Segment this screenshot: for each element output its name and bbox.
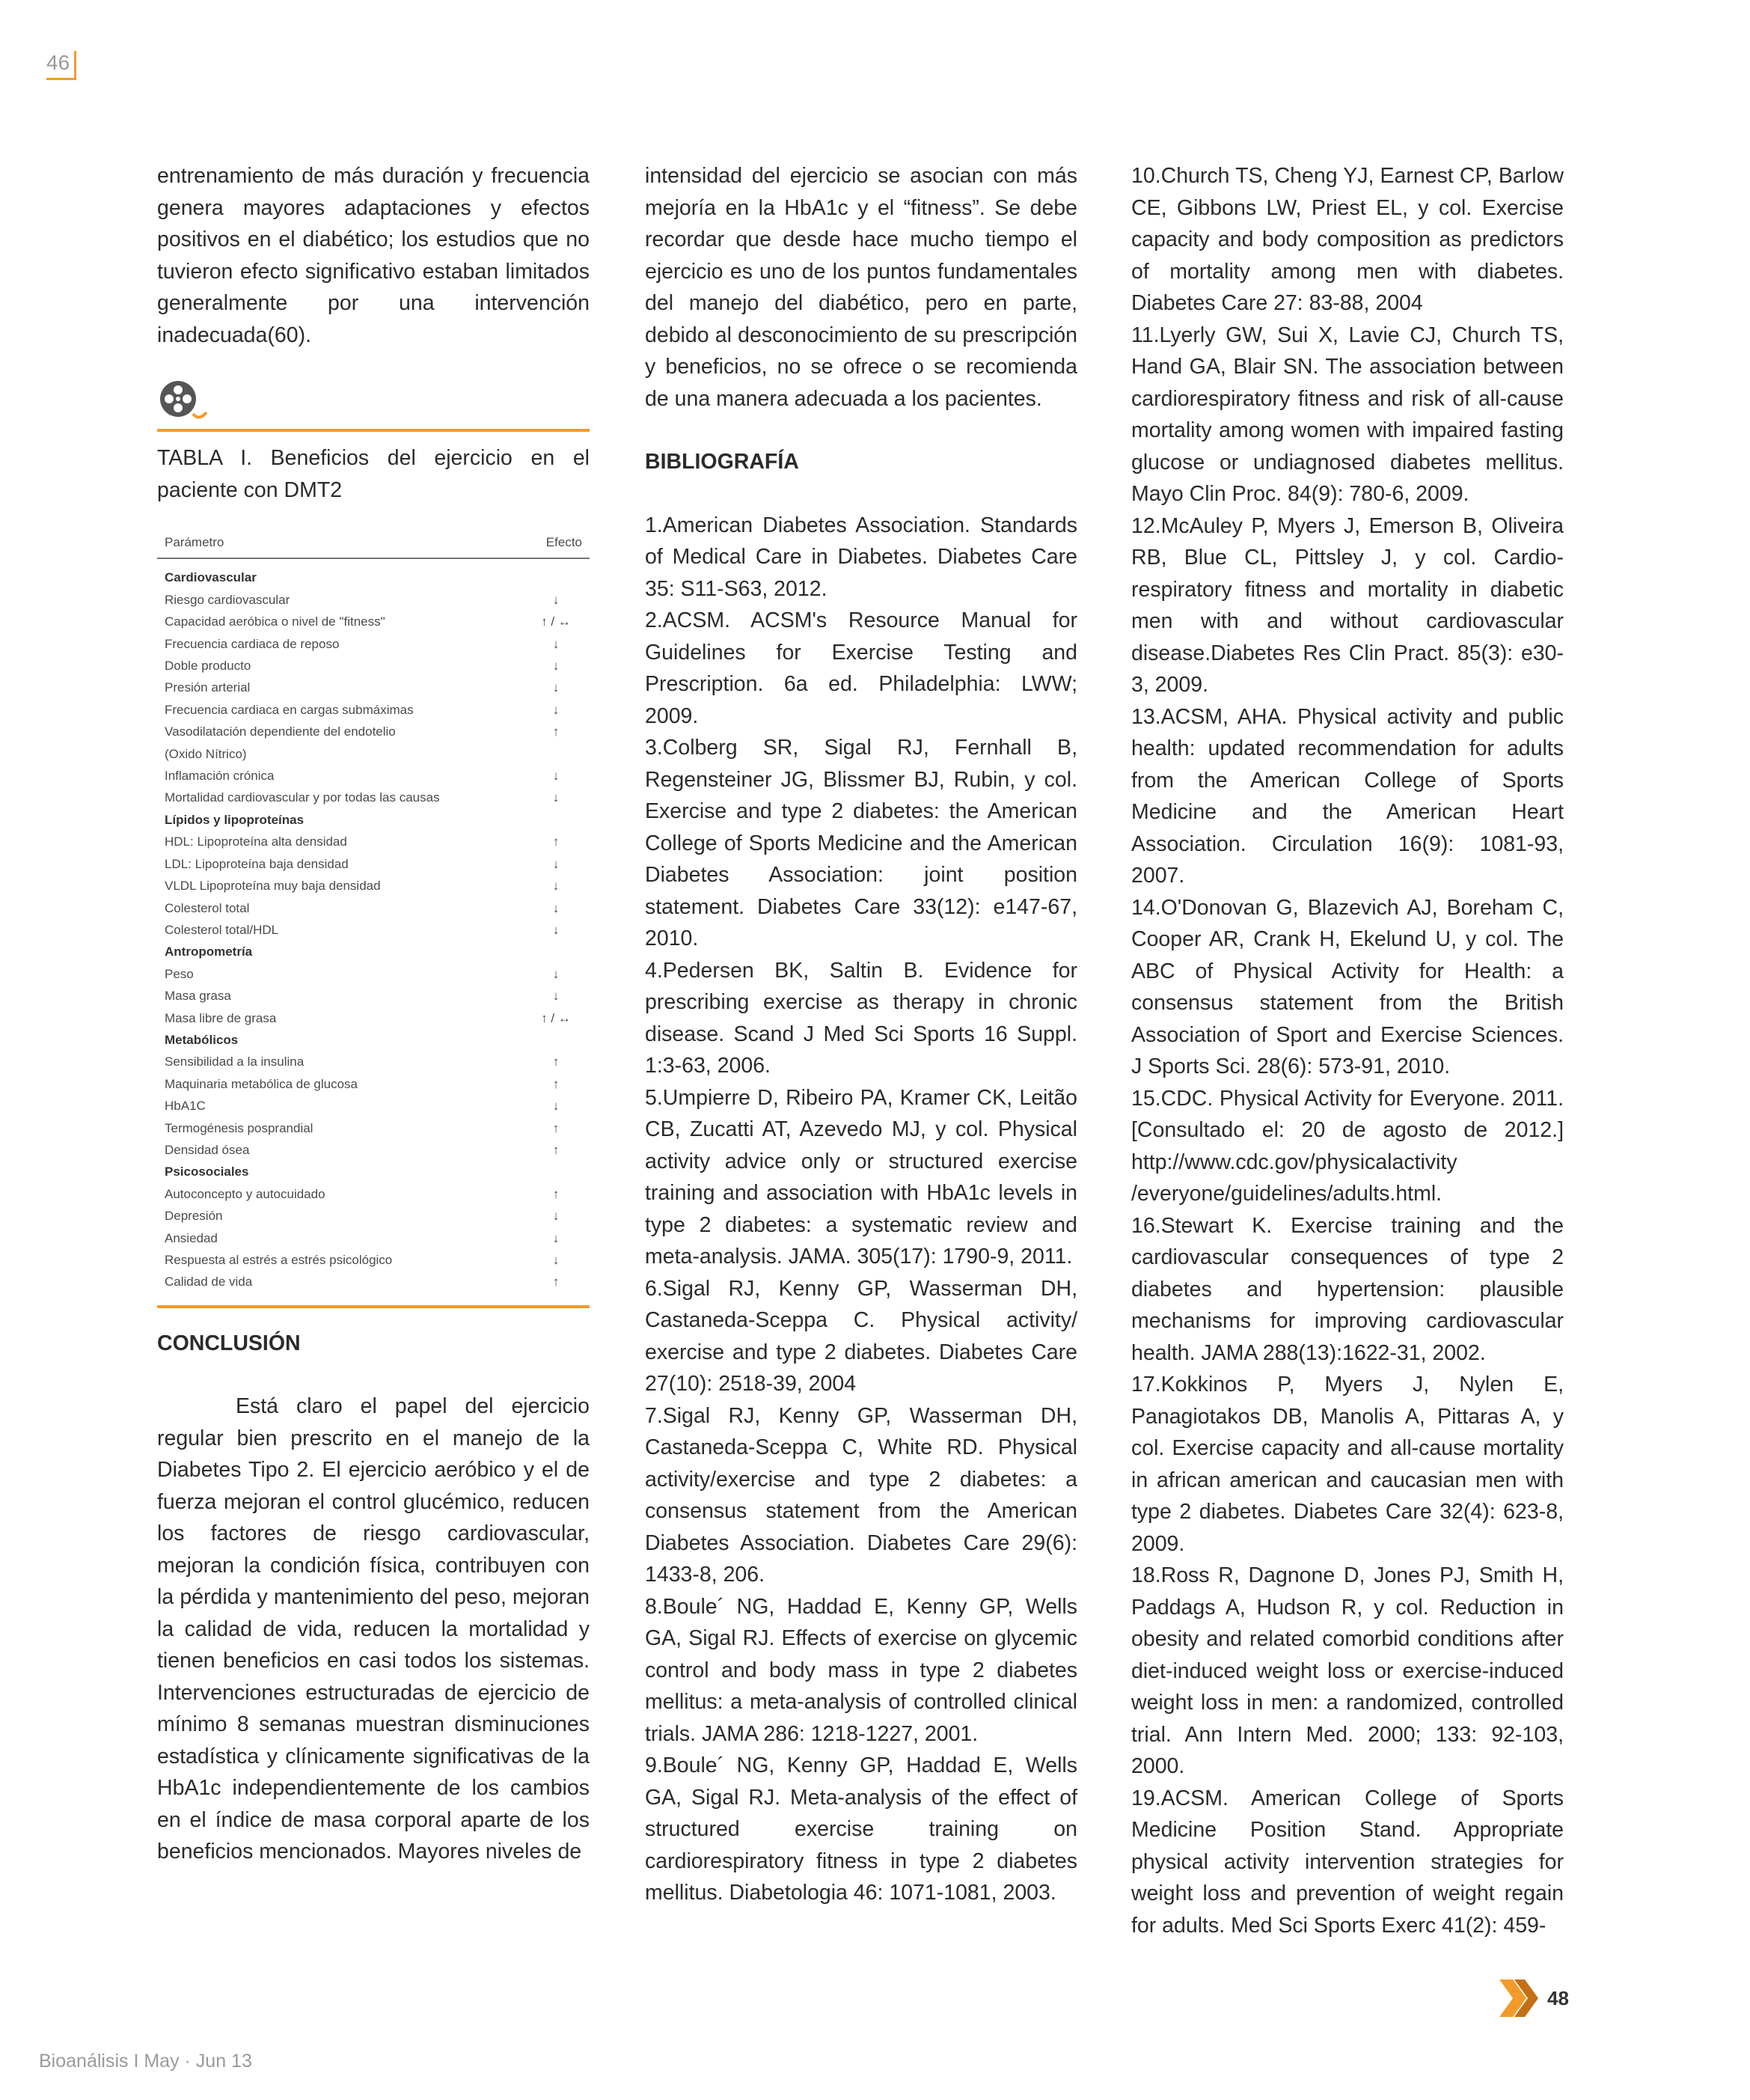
- continued-paragraph: intensidad del ejercicio se asocian con más mejoría en la HbA1c y el “fitness”. Se debe recordar que desde hace mucho tiempo el ejercicio es uno de los puntos fundamentales del manejo del diabético, pero en parte, debido al desconocimiento de su prescripción y beneficios, no se ofrece o se recomienda de una manera adecuada a los pacientes.: [645, 164, 1077, 411]
- column-middle: [645, 160, 1077, 1909]
- table-row: [165, 1205, 582, 1227]
- table-row: [165, 699, 582, 721]
- table-row: [165, 1007, 582, 1029]
- table-bottom-rule: [157, 1305, 590, 1308]
- table-cell-parameter: Colesterol total/HDL: [165, 922, 279, 937]
- table-row: [165, 875, 582, 897]
- table-cell-parameter: Cardiovascular: [165, 570, 257, 585]
- table-cell-parameter: Colesterol total: [165, 900, 250, 915]
- reference-item: 2.ACSM. ACSM's Resource Manual for Guidelines for Exercise Testing and Prescription. 6a ed. Philadelphia: LWW; 2009.: [645, 608, 1077, 728]
- table-cell-parameter: Ansiedad: [165, 1230, 218, 1245]
- table-cell-parameter: Mortalidad cardiovascular y por todas las causas: [165, 790, 440, 805]
- table-cell-parameter: LDL: Lipoproteína baja densidad: [165, 856, 349, 871]
- table-row: [165, 1249, 582, 1271]
- table-cell-parameter: Metabólicos: [165, 1032, 239, 1047]
- table-cell-effect: ↓: [552, 900, 560, 915]
- reference-item: 5.Umpierre D, Ribeiro PA, Kramer CK, Leitão CB, Zucatti AT, Azevedo MJ, y col. Physical activity advice only or structured exercise training and association with HbA1c levels in type 2 diabetes: a systematic review and meta-analysis. JAMA. 305(17): 1790-9, 2011.: [645, 1085, 1077, 1269]
- spacer: [157, 1359, 590, 1391]
- double-chevron-logo-icon: [1499, 1980, 1541, 2017]
- reference-item: 15.CDC. Physical Activity for Everyone. 2011. [Consultado el: 20 de agosto de 2012.] http://www.cdc.gov/physicalactivity /everyone/guidelines/adults.html.: [1131, 1086, 1564, 1206]
- journal-footer: Bioanálisis I May · Jun 13: [39, 2051, 252, 2072]
- table-section-row: [165, 567, 582, 588]
- reference-item: 4.Pedersen BK, Saltin B. Evidence for prescribing exercise as therapy in chronic disease. Scand J Med Sci Sports 16 Suppl. 1:3-63, 2006.: [645, 958, 1077, 1078]
- table-cell-effect: [530, 1161, 582, 1182]
- reference-item: 10.Church TS, Cheng YJ, Earnest CP, Barlow CE, Gibbons LW, Priest EL, y col. Exercise capacity and body composition as predictors of mortality among men with diabetes. Diabetes Care 27: 83-88, 2004: [1131, 164, 1564, 315]
- page-number-bottom: 48: [1547, 1987, 1569, 2009]
- table-cell-parameter: HDL: Lipoproteína alta densidad: [165, 834, 347, 849]
- reference-item: 14.O'Donovan G, Blazevich AJ, Boreham C, Cooper AR, Crank H, Ekelund U, y col. The ABC of Physical Activity for Health: a consensus statement from the British Association of Sport and Exercise Sciences. J Sports Sci. 28(6): 573-91, 2010.: [1131, 895, 1564, 1078]
- table-cell-parameter: VLDL Lipoproteína muy baja densidad: [165, 879, 381, 894]
- table-row: [165, 1183, 582, 1205]
- reference-item: 7.Sigal RJ, Kenny GP, Wasserman DH, Castaneda-Sceppa C, White RD. Physical activity/exercise and type 2 diabetes: a consensus statement from the American Diabetes Association. Diabetes Care 29(6): 1433-8, 206.: [645, 1403, 1077, 1587]
- table-cell-parameter: Presión arterial: [165, 680, 251, 695]
- table-cell-parameter: Psicosociales: [165, 1165, 249, 1179]
- table-cell-parameter: Frecuencia cardiaca de reposo: [165, 636, 340, 651]
- reference-list-middle: [645, 510, 1077, 1909]
- table-header-parameter: Parámetro: [165, 535, 224, 549]
- table-row: [165, 831, 582, 852]
- table-cell-effect: ↓: [552, 1230, 560, 1245]
- table-row: [165, 1139, 582, 1161]
- table-cell-effect: ↓: [552, 659, 560, 674]
- reference-item: 18.Ross R, Dagnone D, Jones PJ, Smith H, Paddags A, Hudson R, y col. Reduction in obesity and related comorbid conditions after diet-induced weight loss or exercise-induced weight loss in men: a randomized, controlled trial. Ann Intern Med. 2000; 133: 92-103, 2000.: [1131, 1563, 1564, 1778]
- table-header: [157, 531, 590, 559]
- table-cell-parameter: Masa libre de grasa: [165, 1010, 277, 1025]
- table-cell-parameter: Inflamación crónica: [165, 769, 275, 784]
- table-cell-effect: ↓: [552, 636, 560, 651]
- table-row: [165, 765, 582, 787]
- spacer: [645, 415, 1077, 446]
- table-cell-parameter: Sensibilidad a la insulina: [165, 1054, 305, 1069]
- table-cell-parameter: Maquinaria metabólica de glucosa: [165, 1076, 358, 1091]
- table-cell-parameter: Peso: [165, 966, 194, 981]
- table-cell-parameter: Riesgo cardiovascular: [165, 592, 290, 607]
- table-cell-effect: ↓: [552, 702, 560, 717]
- table-cell-effect: ↓: [552, 966, 560, 981]
- table-cell-effect: ↑ / ↔: [541, 614, 571, 629]
- table-cell-effect: ↓: [552, 989, 560, 1004]
- reference-item: 19.ACSM. American College of Sports Medicine Position Stand. Appropriate physical activity intervention strategies for weight loss and prevention of weight regain for adults. Med Sci Sports Exerc 41(2): 459-: [1131, 1786, 1564, 1938]
- table-cell-effect: ↓: [552, 856, 560, 871]
- table-section-row: [165, 941, 582, 962]
- table-section-row: [165, 1161, 582, 1182]
- table-cell-effect: ↑: [552, 1120, 560, 1135]
- table-header-effect: Efecto: [545, 535, 582, 549]
- table-cell-effect: [530, 941, 582, 962]
- bibliography-heading: BIBLIOGRAFÍA: [645, 450, 799, 474]
- table-cell-effect: ↑: [552, 1142, 560, 1157]
- table-cell-parameter: Antropometría: [165, 944, 253, 959]
- table-row: [165, 919, 582, 941]
- table-top-rule: [157, 429, 590, 432]
- table-cell-parameter: Depresión: [165, 1209, 223, 1224]
- table-cell-parameter: Frecuencia cardiaca en cargas submáximas: [165, 702, 414, 717]
- table-cell-effect: ↓: [552, 1209, 560, 1224]
- table-icon-row: [157, 376, 590, 429]
- table-row: [165, 633, 582, 655]
- table-cell-parameter: Doble producto: [165, 659, 251, 674]
- reference-item: 9.Boule´ NG, Kenny GP, Haddad E, Wells GA, Sigal RJ. Meta-analysis of the effect of structured exercise training on cardiorespiratory fitness in type 2 diabetes mellitus. Diabetologia 46: 1071-1081, 2003.: [645, 1753, 1077, 1905]
- table-cell-parameter: Densidad ósea: [165, 1142, 250, 1157]
- table-cell-parameter: Calidad de vida: [165, 1275, 253, 1289]
- table-cell-effect: ↓: [552, 680, 560, 695]
- intro-paragraph: entrenamiento de más duración y frecuencia genera mayores adaptaciones y efectos positivos en el diabético; los estudios que no tuvieron efecto significativo estaban limitados generalmente por una intervención inadecuada(60).: [157, 164, 590, 347]
- table-row: [165, 1227, 582, 1249]
- table-row: [165, 853, 582, 875]
- column-right: [1131, 160, 1564, 1941]
- table-cell-effect: ↓: [552, 790, 560, 805]
- table-section-row: [165, 1029, 582, 1051]
- table-row: [165, 611, 582, 632]
- table-cell-parameter: Autoconcepto y autocuidado: [165, 1186, 325, 1201]
- conclusion-heading: CONCLUSIÓN: [157, 1331, 301, 1355]
- table-row: [165, 1051, 582, 1072]
- reference-item: 12.McAuley P, Myers J, Emerson B, Oliveira RB, Blue CL, Pittsley J, y col. Cardio-respiratory fitness and mortality in diabetic men with and without cardiovascular disease.Diabetes Res Clin Pract. 85(3): e30-3, 2009.: [1131, 513, 1564, 697]
- column-left: [157, 160, 590, 1868]
- table-caption: TABLA I. Beneficios del ejercicio en el paciente con DMT2: [157, 446, 590, 502]
- table-cell-effect: ↑: [552, 724, 560, 739]
- table-cell-effect: ↑: [552, 1186, 560, 1201]
- table-cell-effect: ↑: [552, 834, 560, 849]
- reference-item: 3.Colberg SR, Sigal RJ, Fernhall B, Regensteiner JG, Blissmer BJ, Rubin, y col. Exercise and type 2 diabetes: the American College of Sports Medicine and the American Diabetes Association: joint position statement. Diabetes Care 33(12): e147-67, 2010.: [645, 736, 1077, 950]
- spacer: [645, 478, 1077, 510]
- reference-item: 16.Stewart K. Exercise training and the cardiovascular consequences of type 2 diabetes and hypertension: plausible mechanisms for improving cardiovascular health. JAMA 288(13):1622-31, 2002.: [1131, 1213, 1564, 1365]
- reference-item: 1.American Diabetes Association. Standards of Medical Care in Diabetes. Diabetes Care 35: S11-S63, 2012.: [645, 513, 1077, 601]
- table-row: [165, 655, 582, 677]
- reference-item: 6.Sigal RJ, Kenny GP, Wasserman DH, Castaneda-Sceppa C. Physical activity/ exercise and type 2 diabetes. Diabetes Care 27(10): 2518-39, 2004: [645, 1276, 1077, 1396]
- table-row: [165, 677, 582, 698]
- table-cell-parameter: Lípidos y lipoproteínas: [165, 812, 305, 827]
- table-cell-effect: ↓: [552, 769, 560, 784]
- table-row: [165, 721, 582, 742]
- table-cell-parameter: HbA1C: [165, 1099, 206, 1114]
- table-row: [165, 1117, 582, 1139]
- table-cell-parameter: Masa grasa: [165, 989, 231, 1004]
- table-cell-effect: ↓: [552, 879, 560, 894]
- table-cell-effect: ↑: [552, 1054, 560, 1069]
- table-cell-parameter: Respuesta al estrés a estrés psicológico: [165, 1253, 393, 1267]
- reference-item: 13.ACSM, AHA. Physical activity and public health: updated recommendation for adults from the American College of Sports Medicine and the American Heart Association. Circulation 16(9): 1081-93, 2007.: [1131, 704, 1564, 888]
- table-cell-effect: ↓: [552, 1099, 560, 1114]
- table-cell-effect: [530, 743, 582, 765]
- table-cell-effect: ↓: [552, 922, 560, 937]
- table-cell-effect: [530, 809, 582, 831]
- reference-item: 17.Kokkinos P, Myers J, Nylen E, Panagiotakos DB, Manolis A, Pittaras A, y col. Exercise capacity and all-cause mortality in african american and caucasian men with type 2 diabetes. Diabetes Care 32(4): 623-8, 2009.: [1131, 1373, 1564, 1556]
- reference-item: 8.Boule´ NG, Haddad E, Kenny GP, Wells GA, Sigal RJ. Effects of exercise on glycemic control and body mass in type 2 diabetes mellitus: a meta-analysis of controlled clinical trials. JAMA 286: 1218-1227, 2001.: [645, 1594, 1077, 1746]
- table-cell-effect: ↓: [552, 1253, 560, 1267]
- table-row: [165, 897, 582, 919]
- table-cell-parameter: (Oxido Nítrico): [165, 746, 247, 761]
- conclusion-paragraph: Está claro el papel del ejercicio regular bien prescrito en el manejo de la Diabetes Tipo 2. El ejercicio aeróbico y el de fuerza mejoran el control glucémico, reducen los factores de riesgo cardiovascular, mejoran la condición física, contribuyen con la pérdida y mantenimiento del peso, mejoran la calidad de vida, reducen la mortalidad y tienen beneficios en casi todos los sistemas. Intervenciones estructuradas de ejercicio de mínimo 8 semanas muestran disminuciones estadística y clínicamente significativas de la HbA1c independientemente de los cambios en el índice de masa corporal aparte de los beneficios mencionados. Mayores niveles de: [157, 1394, 590, 1864]
- table-section-row: [165, 809, 582, 831]
- table-cell-effect: [530, 567, 582, 588]
- table-cell-effect: ↑: [552, 1076, 560, 1091]
- table-row: [165, 743, 582, 765]
- benefits-table: [157, 531, 590, 1305]
- table-cell-parameter: Vasodilatación dependiente del endotelio: [165, 724, 396, 739]
- table-row: [165, 787, 582, 808]
- table-row: [165, 1073, 582, 1095]
- table-cell-effect: [530, 1029, 582, 1051]
- film-reel-icon: [157, 376, 211, 426]
- page-number-top: 46: [46, 51, 76, 80]
- reference-list-right: [1131, 160, 1564, 1941]
- table-cell-effect: ↑: [552, 1275, 560, 1289]
- table-body: [157, 559, 590, 1304]
- table-row: [165, 963, 582, 985]
- table-row: [165, 1095, 582, 1117]
- table-row: [165, 589, 582, 611]
- table-cell-parameter: Capacidad aeróbica o nivel de "fitness": [165, 614, 385, 629]
- table-cell-effect: ↑ / ↔: [541, 1010, 571, 1025]
- table-row: [165, 1271, 582, 1292]
- table-cell-effect: ↓: [552, 592, 560, 607]
- table-cell-parameter: Termogénesis posprandial: [165, 1120, 313, 1135]
- reference-item: 11.Lyerly GW, Sui X, Lavie CJ, Church TS, Hand GA, Blair SN. The association between cardiorespiratory fitness and risk of all-cause mortality among women with impaired fasting glucose or undiagnosed diabetes mellitus. Mayo Clin Proc. 84(9): 780-6, 2009.: [1131, 323, 1564, 506]
- table-row: [165, 985, 582, 1007]
